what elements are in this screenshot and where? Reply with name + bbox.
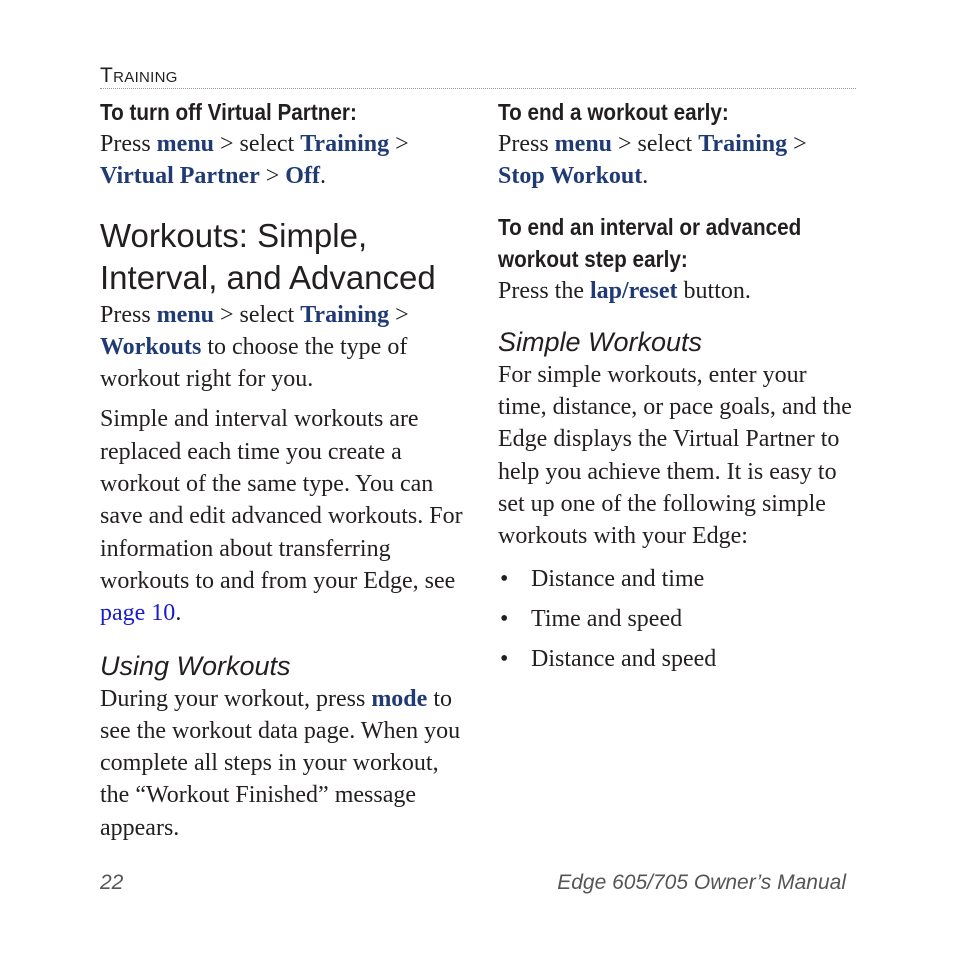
training-menu-item: Training [698,131,788,157]
training-menu-item: Training [300,131,390,157]
section-header-rest: RAINING [113,69,178,86]
bullet-icon: • [500,565,509,592]
stop-workout-menu-item: Stop Workout [498,163,643,190]
page-number: 22 [100,871,124,894]
turn-off-vp-heading: To turn off Virtual Partner: [100,99,357,125]
using-workouts-text: During your workout, press mode to see the workout data page. When you complete all steps in your workout, the “Workout Finished” message appears. [100,685,461,841]
end-interval-heading: To end an interval or advanced workout step early: [498,213,802,272]
lap-reset-key: lap/reset [590,277,678,304]
virtual-partner-menu-item: Virtual Partner [100,163,260,190]
mode-key: mode [371,685,428,712]
off-menu-item: Off [285,163,320,190]
menu-key: menu [156,301,215,328]
workouts-intro: Press menu > select Training > Workouts to choose the type of workout right for you. [100,301,409,393]
page-10-link[interactable]: page 10 [100,600,176,627]
bullet-icon: • [500,645,509,672]
right-column [498,96,858,683]
manual-title: Edge 605/705 Owner’s Manual [557,871,846,894]
workouts-menu-item: Workouts [100,333,202,360]
workouts-description: Simple and interval workouts are replaced each time you create a workout of the same type. You can save and edit advanced workouts. For information about transferring workouts to and from your Edge, see page 10. [100,406,463,627]
training-menu-item: Training [300,301,390,328]
section-header [100,64,178,88]
section-header-initial: T [100,64,114,87]
end-workout-instructions: Press menu > select Training > Stop Workout. [498,131,807,190]
list-item: • Time and speed [498,603,858,635]
simple-workouts-text: For simple workouts, enter your time, distance, or pace goals, and the Edge displays the Virtual Partner to help you achieve them. It is easy to set up one of the following simple workouts with your Edge: [498,361,852,550]
end-interval-instructions: Press the lap/reset button. [498,277,751,304]
simple-workouts-heading: Simple Workouts [498,326,703,357]
page-title: Workouts: Simple, Interval, and Advanced [100,216,436,296]
end-workout-heading: To end a workout early: [498,99,729,125]
turn-off-vp-instructions: Press menu > select Training > Virtual Partner > Off. [100,131,409,190]
menu-key: menu [554,131,613,157]
list-item: • Distance and time [498,563,858,595]
list-item: • Distance and speed [498,643,858,675]
bullet-icon: • [500,605,509,632]
left-column [100,96,470,844]
menu-key: menu [156,131,215,157]
header-divider [100,88,856,89]
simple-workout-list [498,563,858,675]
using-workouts-heading: Using Workouts [100,650,291,681]
